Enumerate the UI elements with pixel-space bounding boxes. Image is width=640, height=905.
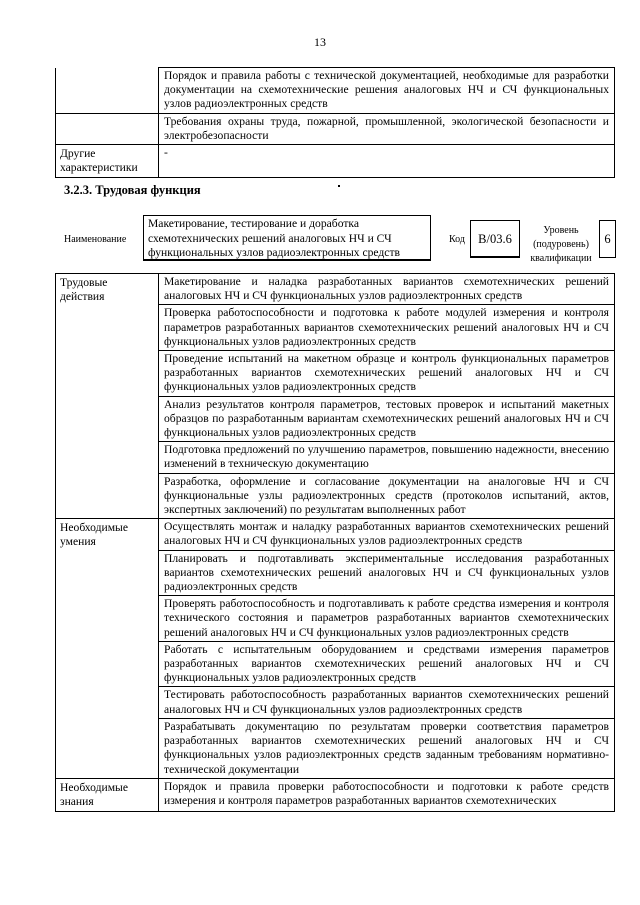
row-label [56, 68, 159, 114]
labor-actions-label: Трудовые действия [56, 274, 159, 519]
skills-item: Работать с испытательным оборудованием и средствами измерения параметров разработанных вариантов схемотехнических решений аналоговых НЧ и СЧ функциональных узлов радиоэлектронных средств [159, 641, 615, 687]
row-text: - [159, 145, 615, 178]
table-row [56, 274, 615, 305]
skills-label: Необходимые умения [56, 519, 159, 778]
skills-item: Тестировать работоспособность разработанных вариантов схемотехнических решений аналоговых НЧ и СЧ функциональных узлов радиоэлектронных средств [159, 687, 615, 718]
row-text: Требования охраны труда, пожарной, промышленной, экологической безопасности и электробезопасности [159, 113, 615, 144]
knowledge-label: Необходимые знания [56, 778, 159, 811]
section-title: 3.2.3. Трудовая функция [64, 183, 201, 197]
code-label: Код [449, 234, 465, 245]
labor-actions-item: Проверка работоспособности и подготовка к работе модулей измерения и контроля параметров разработанных вариантов схемотехнических решений аналоговых НЧ и СЧ функциональных узлов радиоэлектронных средств [159, 305, 615, 351]
labor-actions-item: Подготовка предложений по улучшению параметров, повышению надежности, внесению изменений в техническую документацию [159, 442, 615, 473]
labor-actions-item: Анализ результатов контроля параметров, тестовых проверок и испытаний макетных образцов по разработанным вариантам схемотехнических решений аналоговых НЧ и СЧ функциональных узлов радиоэлектронных средств [159, 396, 615, 442]
table-row [56, 145, 615, 178]
page-number: 13 [314, 35, 326, 49]
table-row [56, 519, 615, 550]
table-row [56, 113, 615, 144]
level-label: Уровень (подуровень) квалификации [530, 225, 592, 264]
row-label [56, 113, 159, 144]
labor-actions-item: Проведение испытаний на макетном образце и контроль функциональных параметров разработанных вариантов схемотехнических решений аналоговых НЧ и СЧ функциональных узлов радиоэлектронных средств [159, 351, 615, 397]
row-label: Другие характеристики [56, 145, 159, 178]
level-value: 6 [599, 220, 616, 258]
name-label: Наименование [64, 234, 127, 245]
skills-item: Разрабатывать документацию по результатам проверки соответствия параметров разработанных вариантов схемотехнических решений аналоговых НЧ и СЧ функциональных узлов радиоэлектронных средств заданным требованиям нормативно-технической документации [159, 718, 615, 778]
skills-item: Осуществлять монтаж и наладку разработанных вариантов схемотехнических решений аналоговых НЧ и СЧ функциональных узлов радиоэлектронных средств [159, 519, 615, 550]
skills-item: Планировать и подготавливать экспериментальные исследования разработанных вариантов схемотехнических решений аналоговых НЧ и СЧ функциональных узлов радиоэлектронных средств [159, 550, 615, 596]
table-row [56, 68, 615, 114]
code-value: B/03.6 [470, 220, 520, 258]
table-row [56, 778, 615, 811]
name-value: Макетирование, тестирование и доработка схемотехнических решений аналоговых НЧ и СЧ функциональных узлов радиоэлектронных средств [143, 215, 431, 261]
main-table [55, 273, 615, 812]
row-text: Порядок и правила работы с технической документацией, необходимые для разработки документации на схемотехнические решения аналоговых НЧ и СЧ функциональных узлов радиоэлектронных средств [159, 68, 615, 114]
knowledge-item: Порядок и правила проверки работоспособности и подготовки к работе средств измерения и контроля параметров разработанных вариантов схемотехнических [159, 778, 615, 811]
labor-actions-item: Макетирование и наладка разработанных вариантов схемотехнических решений аналоговых НЧ и СЧ функциональных узлов радиоэлектронных средств [159, 274, 615, 305]
labor-actions-item: Разработка, оформление и согласование документации на аналоговые НЧ и СЧ функциональные узлы радиоэлектронных средств (протоколов испытаний, актов, экспертных заключений) по результатам выполненных работ [159, 473, 615, 519]
skills-item: Проверять работоспособность и подготавливать к работе средства измерения и контроля технического состояния и параметров разработанных вариантов схемотехнических решений аналоговых НЧ и СЧ функциональных узлов радиоэлектронных средств [159, 596, 615, 642]
top-table [55, 67, 615, 178]
dot-mark [338, 185, 340, 187]
